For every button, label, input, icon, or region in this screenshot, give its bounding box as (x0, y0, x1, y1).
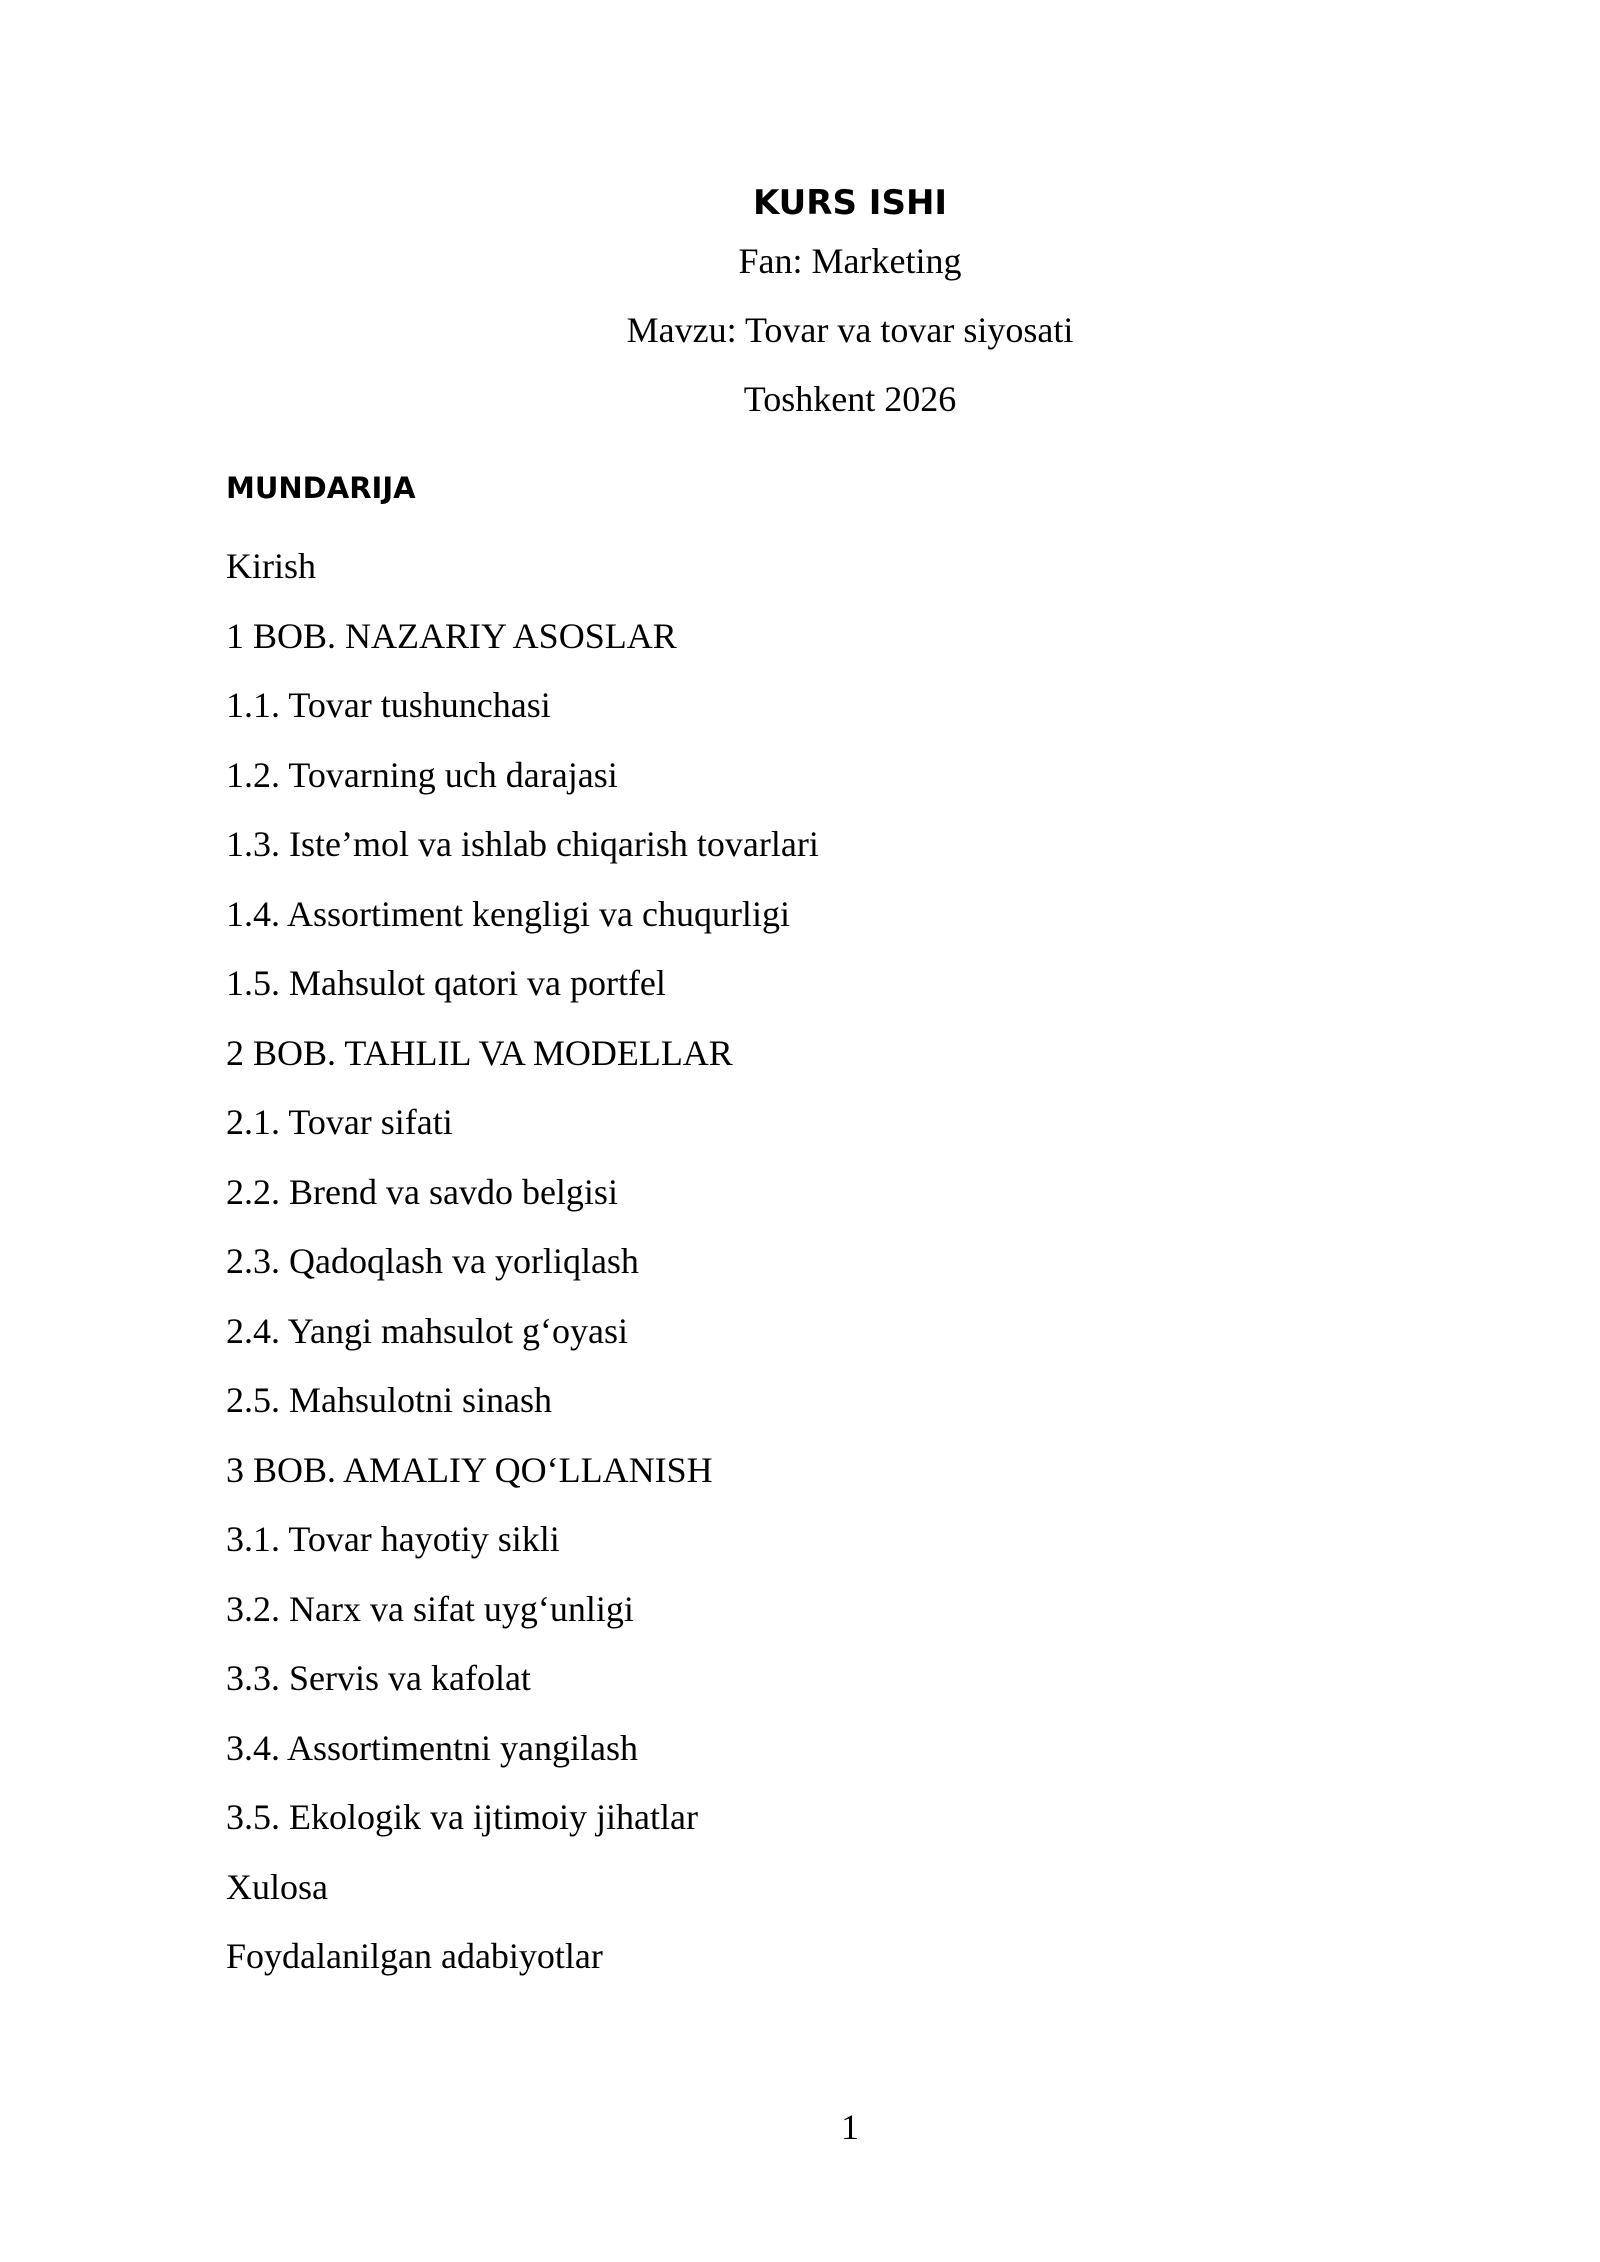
toc-item-conclusion: Xulosa (226, 1866, 328, 1907)
toc-item-3-3: 3.3. Servis va kafolat (226, 1658, 531, 1698)
toc-heading: MUNDARIJA (226, 471, 416, 505)
toc-item-2-3: 2.3. Qadoqlash va yorliqlash (226, 1241, 639, 1281)
toc-item-1-4: 1.4. Assortiment kengligi va chuqurligi (226, 893, 790, 934)
page-number: 1 (841, 2107, 859, 2147)
toc-item-intro: Kirish (226, 546, 316, 586)
document-title: KURS ISHI (752, 183, 948, 223)
toc-item-chapter-2: 2 BOB. TAHLIL VA MODELLAR (226, 1032, 733, 1073)
toc-item-1-1: 1.1. Tovar tushunchasi (226, 685, 551, 725)
toc-item-chapter-3: 3 BOB. AMALIY QO‘LLANISH (226, 1449, 713, 1490)
subject-line: Fan: Marketing (738, 241, 962, 281)
toc-item-3-4: 3.4. Assortimentni yangilash (226, 1727, 638, 1768)
toc-item-chapter-1: 1 BOB. NAZARIY ASOSLAR (226, 615, 677, 656)
toc-item-2-2: 2.2. Brend va savdo belgisi (226, 1171, 618, 1212)
table-of-contents (226, 541, 819, 2001)
toc-item-3-5: 3.5. Ekologik va ijtimoiy jihatlar (226, 1797, 698, 1837)
toc-item-1-5: 1.5. Mahsulot qatori va portfel (226, 963, 666, 1003)
toc-item-1-3: 1.3. Iste’mol va ishlab chiqarish tovarlari (226, 824, 819, 864)
toc-item-3-1: 3.1. Tovar hayotiy sikli (226, 1519, 560, 1559)
toc-item-1-2: 1.2. Tovarning uch darajasi (226, 754, 618, 795)
toc-item-3-2: 3.2. Narx va sifat uyg‘unligi (226, 1588, 634, 1629)
toc-item-2-1: 2.1. Tovar sifati (226, 1102, 453, 1142)
toc-item-references: Foydalanilgan adabiyotlar (226, 1936, 603, 1976)
toc-item-2-4: 2.4. Yangi mahsulot g‘oyasi (226, 1310, 629, 1351)
toc-item-2-5: 2.5. Mahsulotni sinash (226, 1380, 553, 1420)
city-year-line: Toshkent 2026 (743, 379, 957, 419)
topic-line: Mavzu: Tovar va tovar siyosati (626, 310, 1074, 350)
